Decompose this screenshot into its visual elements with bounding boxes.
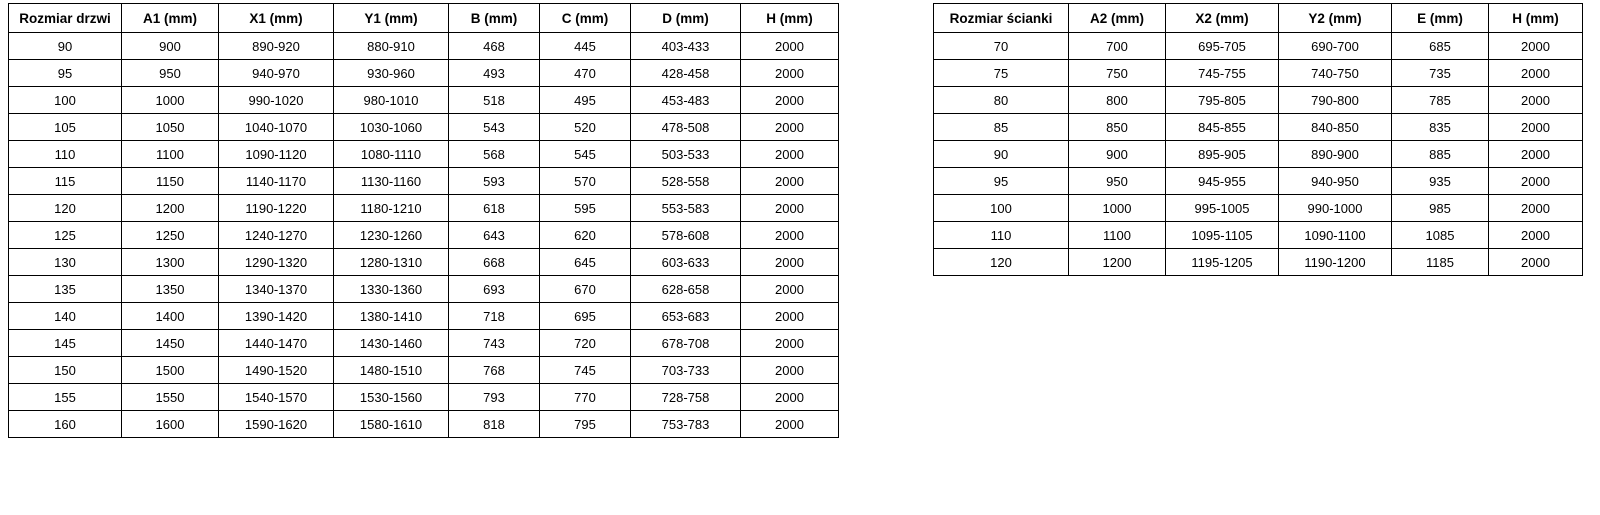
table-row: [934, 249, 1583, 276]
cell: 578-608: [631, 222, 741, 249]
cell: 935: [1392, 168, 1489, 195]
cell: 1185: [1392, 249, 1489, 276]
column-header: A1 (mm): [122, 4, 219, 33]
table-row: [9, 357, 839, 384]
doors-table-body: [9, 33, 839, 438]
cell: 2000: [741, 276, 839, 303]
column-header: Y2 (mm): [1279, 4, 1392, 33]
cell: 95: [9, 60, 122, 87]
table-row: [9, 384, 839, 411]
cell: 155: [9, 384, 122, 411]
cell: 1230-1260: [334, 222, 449, 249]
column-header: C (mm): [540, 4, 631, 33]
cell: 753-783: [631, 411, 741, 438]
table-row: [9, 276, 839, 303]
cell: 1540-1570: [219, 384, 334, 411]
cell: 1100: [122, 141, 219, 168]
cell: 1095-1105: [1166, 222, 1279, 249]
cell: 885: [1392, 141, 1489, 168]
cell: 793: [449, 384, 540, 411]
table-row: [9, 330, 839, 357]
cell: 453-483: [631, 87, 741, 114]
cell: 1130-1160: [334, 168, 449, 195]
cell: 1530-1560: [334, 384, 449, 411]
column-header: Rozmiar drzwi: [9, 4, 122, 33]
cell: 1190-1200: [1279, 249, 1392, 276]
cell: 2000: [741, 195, 839, 222]
cell: 495: [540, 87, 631, 114]
cell: 1085: [1392, 222, 1489, 249]
column-header: H (mm): [1489, 4, 1583, 33]
cell: 643: [449, 222, 540, 249]
cell: 1600: [122, 411, 219, 438]
cell: 720: [540, 330, 631, 357]
cell: 115: [9, 168, 122, 195]
cell: 1190-1220: [219, 195, 334, 222]
cell: 895-905: [1166, 141, 1279, 168]
cell: 703-733: [631, 357, 741, 384]
cell: 445: [540, 33, 631, 60]
cell: 2000: [1489, 141, 1583, 168]
cell: 130: [9, 249, 122, 276]
column-header: E (mm): [1392, 4, 1489, 33]
cell: 100: [9, 87, 122, 114]
cell: 125: [9, 222, 122, 249]
cell: 790-800: [1279, 87, 1392, 114]
table-row: [9, 249, 839, 276]
cell: 75: [934, 60, 1069, 87]
column-header: Y1 (mm): [334, 4, 449, 33]
cell: 568: [449, 141, 540, 168]
cell: 890-900: [1279, 141, 1392, 168]
cell: 2000: [741, 33, 839, 60]
cell: 768: [449, 357, 540, 384]
cell: 1090-1120: [219, 141, 334, 168]
cell: 695: [540, 303, 631, 330]
table-row: [9, 222, 839, 249]
cell: 2000: [1489, 33, 1583, 60]
cell: 645: [540, 249, 631, 276]
cell: 428-458: [631, 60, 741, 87]
cell: 990-1000: [1279, 195, 1392, 222]
cell: 845-855: [1166, 114, 1279, 141]
cell: 800: [1069, 87, 1166, 114]
cell: 900: [122, 33, 219, 60]
table-row: [9, 87, 839, 114]
cell: 518: [449, 87, 540, 114]
cell: 140: [9, 303, 122, 330]
cell: 110: [934, 222, 1069, 249]
cell: 2000: [741, 384, 839, 411]
cell: 1000: [1069, 195, 1166, 222]
cell: 135: [9, 276, 122, 303]
cell: 1590-1620: [219, 411, 334, 438]
cell: 2000: [741, 87, 839, 114]
cell: 950: [1069, 168, 1166, 195]
cell: 1300: [122, 249, 219, 276]
cell: 543: [449, 114, 540, 141]
cell: 728-758: [631, 384, 741, 411]
cell: 795: [540, 411, 631, 438]
cell: 570: [540, 168, 631, 195]
cell: 1500: [122, 357, 219, 384]
cell: 468: [449, 33, 540, 60]
cell: 745-755: [1166, 60, 1279, 87]
cell: 528-558: [631, 168, 741, 195]
cell: 1480-1510: [334, 357, 449, 384]
cell: 1430-1460: [334, 330, 449, 357]
doors-dimensions-table: [8, 3, 839, 438]
cell: 1340-1370: [219, 276, 334, 303]
cell: 2000: [1489, 114, 1583, 141]
cell: 1050: [122, 114, 219, 141]
table-row: [934, 222, 1583, 249]
cell: 745: [540, 357, 631, 384]
cell: 95: [934, 168, 1069, 195]
cell: 620: [540, 222, 631, 249]
doors-table-header: [9, 4, 839, 33]
cell: 850: [1069, 114, 1166, 141]
cell: 900: [1069, 141, 1166, 168]
cell: 930-960: [334, 60, 449, 87]
cell: 70: [934, 33, 1069, 60]
cell: 90: [934, 141, 1069, 168]
cell: 2000: [1489, 195, 1583, 222]
cell: 85: [934, 114, 1069, 141]
cell: 985: [1392, 195, 1489, 222]
cell: 1240-1270: [219, 222, 334, 249]
cell: 700: [1069, 33, 1166, 60]
cell: 553-583: [631, 195, 741, 222]
cell: 750: [1069, 60, 1166, 87]
cell: 880-910: [334, 33, 449, 60]
doors-table-container: [8, 3, 839, 438]
cell: 1150: [122, 168, 219, 195]
cell: 2000: [1489, 60, 1583, 87]
table-row: [934, 87, 1583, 114]
cell: 1030-1060: [334, 114, 449, 141]
cell: 940-950: [1279, 168, 1392, 195]
cell: 1450: [122, 330, 219, 357]
cell: 145: [9, 330, 122, 357]
cell: 690-700: [1279, 33, 1392, 60]
table-row: [9, 303, 839, 330]
cell: 503-533: [631, 141, 741, 168]
cell: 478-508: [631, 114, 741, 141]
cell: 110: [9, 141, 122, 168]
cell: 1180-1210: [334, 195, 449, 222]
column-header: D (mm): [631, 4, 741, 33]
column-header: H (mm): [741, 4, 839, 33]
cell: 1195-1205: [1166, 249, 1279, 276]
cell: 2000: [741, 330, 839, 357]
cell: 1100: [1069, 222, 1166, 249]
cell: 520: [540, 114, 631, 141]
walls-table-body: [934, 33, 1583, 276]
cell: 770: [540, 384, 631, 411]
cell: 695-705: [1166, 33, 1279, 60]
cell: 740-750: [1279, 60, 1392, 87]
column-header: A2 (mm): [1069, 4, 1166, 33]
cell: 105: [9, 114, 122, 141]
table-row: [934, 33, 1583, 60]
cell: 618: [449, 195, 540, 222]
cell: 2000: [741, 249, 839, 276]
cell: 1440-1470: [219, 330, 334, 357]
cell: 545: [540, 141, 631, 168]
cell: 950: [122, 60, 219, 87]
cell: 1290-1320: [219, 249, 334, 276]
cell: 818: [449, 411, 540, 438]
cell: 2000: [741, 411, 839, 438]
cell: 2000: [741, 114, 839, 141]
cell: 945-955: [1166, 168, 1279, 195]
cell: 890-920: [219, 33, 334, 60]
cell: 1390-1420: [219, 303, 334, 330]
cell: 693: [449, 276, 540, 303]
table-row: [934, 114, 1583, 141]
cell: 1400: [122, 303, 219, 330]
cell: 785: [1392, 87, 1489, 114]
cell: 1090-1100: [1279, 222, 1392, 249]
table-row: [9, 195, 839, 222]
cell: 1280-1310: [334, 249, 449, 276]
table-row: [9, 60, 839, 87]
cell: 593: [449, 168, 540, 195]
cell: 2000: [1489, 87, 1583, 114]
cell: 493: [449, 60, 540, 87]
cell: 1490-1520: [219, 357, 334, 384]
cell: 603-633: [631, 249, 741, 276]
walls-dimensions-table: [933, 3, 1583, 276]
cell: 80: [934, 87, 1069, 114]
walls-table-container: [933, 3, 1583, 276]
cell: 90: [9, 33, 122, 60]
cell: 1550: [122, 384, 219, 411]
cell: 995-1005: [1166, 195, 1279, 222]
cell: 670: [540, 276, 631, 303]
cell: 1380-1410: [334, 303, 449, 330]
cell: 1140-1170: [219, 168, 334, 195]
table-row: [934, 168, 1583, 195]
cell: 595: [540, 195, 631, 222]
column-header: B (mm): [449, 4, 540, 33]
cell: 1250: [122, 222, 219, 249]
cell: 120: [934, 249, 1069, 276]
cell: 1330-1360: [334, 276, 449, 303]
cell: 940-970: [219, 60, 334, 87]
cell: 2000: [741, 141, 839, 168]
cell: 1580-1610: [334, 411, 449, 438]
table-row: [9, 114, 839, 141]
cell: 990-1020: [219, 87, 334, 114]
cell: 470: [540, 60, 631, 87]
cell: 735: [1392, 60, 1489, 87]
cell: 980-1010: [334, 87, 449, 114]
cell: 2000: [741, 222, 839, 249]
cell: 840-850: [1279, 114, 1392, 141]
cell: 1080-1110: [334, 141, 449, 168]
cell: 678-708: [631, 330, 741, 357]
cell: 1350: [122, 276, 219, 303]
cell: 1200: [122, 195, 219, 222]
cell: 628-658: [631, 276, 741, 303]
cell: 1040-1070: [219, 114, 334, 141]
cell: 2000: [1489, 249, 1583, 276]
table-row: [934, 195, 1583, 222]
cell: 2000: [741, 60, 839, 87]
cell: 120: [9, 195, 122, 222]
walls-table-header: [934, 4, 1583, 33]
cell: 1200: [1069, 249, 1166, 276]
cell: 100: [934, 195, 1069, 222]
table-row: [9, 411, 839, 438]
table-row: [934, 60, 1583, 87]
cell: 2000: [741, 168, 839, 195]
cell: 150: [9, 357, 122, 384]
table-header-row: [9, 4, 839, 33]
table-row: [9, 141, 839, 168]
cell: 743: [449, 330, 540, 357]
cell: 2000: [1489, 168, 1583, 195]
table-row: [9, 168, 839, 195]
column-header: Rozmiar ścianki: [934, 4, 1069, 33]
cell: 2000: [1489, 222, 1583, 249]
cell: 160: [9, 411, 122, 438]
cell: 718: [449, 303, 540, 330]
cell: 835: [1392, 114, 1489, 141]
table-header-row: [934, 4, 1583, 33]
cell: 1000: [122, 87, 219, 114]
table-row: [934, 141, 1583, 168]
cell: 2000: [741, 357, 839, 384]
cell: 685: [1392, 33, 1489, 60]
column-header: X2 (mm): [1166, 4, 1279, 33]
cell: 403-433: [631, 33, 741, 60]
cell: 2000: [741, 303, 839, 330]
cell: 653-683: [631, 303, 741, 330]
cell: 668: [449, 249, 540, 276]
cell: 795-805: [1166, 87, 1279, 114]
table-row: [9, 33, 839, 60]
column-header: X1 (mm): [219, 4, 334, 33]
